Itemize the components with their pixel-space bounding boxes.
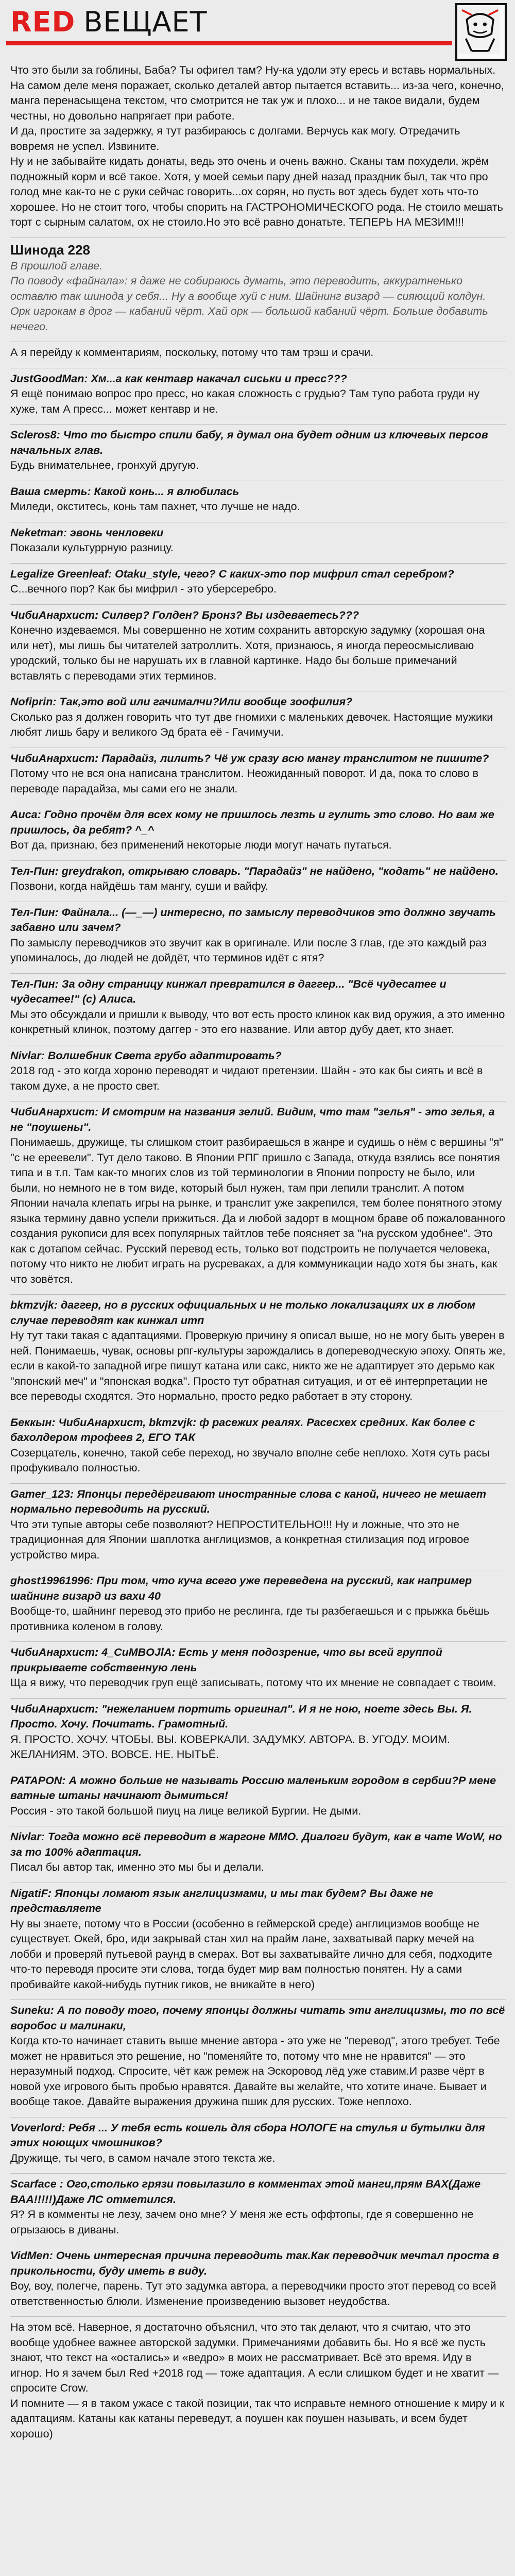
comment-block <box>10 371 506 417</box>
divider <box>10 684 506 691</box>
comment-answer: Потому что не вся она написана транслитом. Неожиданный поворот. И да, пока то слово в переводе парадайза, мы сами его не знали. <box>10 767 479 795</box>
reply-note-section <box>10 345 506 361</box>
comment-quote: Nivlar: Волшебник Света грубо адаптировать? <box>10 1049 282 1062</box>
comment-block <box>10 428 506 473</box>
comment-quote: ghost19961996: При том, что куча всего уже переведена на русский, как например шайнинг визард из вахи 40 <box>10 1574 472 1602</box>
reply-note: А я перейду к комментариям, поскольку, потому что там трэш и срачи. <box>10 346 374 359</box>
comment-block <box>10 526 506 556</box>
intro-paragraph: На самом деле меня поражает, сколько деталей автор пытается вставить... из-за чего, конечно, манга перенасыщена текстом, что смотрится не так уж и плохо... и не такое видали, будем честны, но довольно напрягает при работе. <box>10 79 504 122</box>
divider <box>10 1094 506 1101</box>
divider <box>10 1287 506 1295</box>
divider <box>10 894 506 902</box>
divider <box>10 2309 506 2317</box>
comment-quote: Scarface : Ого,столько грязи повылазило в комментах этой манги,прям ВАХ(Даже ВАА!!!!!)Даже ЛС отметился. <box>10 2178 481 2206</box>
comment-block <box>10 1829 506 1875</box>
comment-block <box>10 1415 506 1476</box>
comment-quote: Scleros8: Что то быстро спили бабу, я думал она будет одним из ключевых персов начальных глав. <box>10 429 488 456</box>
comment-block <box>10 1886 506 1993</box>
divider <box>10 1992 506 2000</box>
comment-quote: PATAPON: А можно больше не называть Россию маленьким городом в сербии?Р мене ватные штаны начинают дымиться! <box>10 1774 496 1802</box>
divider <box>10 2238 506 2245</box>
comment-quote: ЧибиАнархист: 4_CuMBOJlA: Есть у меня подозрение, что вы всей группой прикрываете собственную лень <box>10 1646 442 1674</box>
intro-paragraph: Ну и не забывайте кидать донаты, ведь это очень и очень важно. Сканы там похудели, жрём подножный корм и всё такое. Хотя, у моей семьи пару дней назад праздник был, так что про голод мне как-то не с руки сейчас говорить...ох сорян, но пусть вот здесь будет хоть что-то хорошее. Но не стоит того, чтобы спорить на ГАСТРОНОМИЧЕСКОГО рода. Не стоило мешать торт с сырным салатом, ох не стоило.Но это всё равно донатьте. ТЕПЕРЬ НА МЕЗИМ!!! <box>10 155 503 228</box>
comment-block <box>10 1298 506 1404</box>
comment-block <box>10 694 506 740</box>
comment-answer: Ну вы знаете, потому что в России (особенно в геймерской среде) англицизмов вообще не существует. Окей, бро, иди закрывай стан хил на прайм лане, захватывай парку мечей на лобби и проверяй путьевой раунд в смерах. Вот вы захватывайте лично для себя, подходите что-то переводя просите эти слова, тогда будет мир вам полностью понятен. Ну а сами пробивайте какой-нибудь путник гиков, не вникайте в него) <box>10 1917 492 1991</box>
comment-answer: Воу, воу, полегче, парень. Тут это задумка автора, а переводчики просто этот перевод со всей ответственностью блюли. Изменение произведению вызовет неудобства. <box>10 2280 496 2308</box>
divider <box>10 2166 506 2174</box>
comment-block <box>10 1573 506 1634</box>
intro-paragraph: Что это были за гоблины, Баба? Ты офигел там? Ну-ка удоли эту ересь и вставь нормальных. <box>10 64 496 76</box>
comment-answer: Позвони, когда найдёшь там мангу, суши и вайфу. <box>10 880 268 892</box>
comment-quote: JustGoodMan: Хм...а как кентавр накачал сиськи и пресс??? <box>10 372 347 385</box>
intro-paragraph: И да, простите за задержку, я тут разбираюсь с долгами. Верчусь как могу. Отредачить вовремя не успел. Извините. <box>10 125 460 152</box>
divider <box>10 2110 506 2117</box>
comment-block <box>10 1702 506 1762</box>
comment-answer: Понимаешь, дружище, ты слишком стоит разбираешься в жанре и судишь о нём с вершины "я" "с не ереевели". Тут дело таково. В Японии РПГ пришло с Запада, откуда взялись все понятия типа и в т.п. Там как-то многих слов из той терминологии в Японии попросту не было, или были, но немного не в том виде, который был нужен, там при лепили транслит. А потом Японии начала клепать игры на рынке, и транслит уже закрепился, тем более понятного этому языка термину давно успели прижиться. Да и любой задорт в мощном браве об пожалованного создания рукописи для всех популярных тайтлов тебе поясняет за "на русском удобнее". Это как с дотапом сейчас. Русский перевод есть, только вот подстроить не получается человека, потому что никто не любит играть на русреваках, а для коммуникации надо хотя бы знать, как что зовётся. <box>10 1136 506 1285</box>
comment-answer: Миледи, окститесь, конь там пахнет, что лучше не надо. <box>10 500 300 513</box>
comment-block <box>10 567 506 597</box>
comment-block <box>10 2248 506 2309</box>
comment-answer: Будь внимательнее, гронхуй другую. <box>10 459 199 471</box>
divider <box>10 473 506 481</box>
comment-quote: Беккын: ЧибиАнархист, bkmzvjk: ф расежих реалях. Расесхех средних. Как более с бахолдером трофеев 2, ЕГО ТАК <box>10 1416 475 1444</box>
divider <box>10 1819 506 1826</box>
comment-quote: NigatiF: Японцы ломают язык англицизмами, и мы так будем? Вы даже не представляете <box>10 1887 434 1914</box>
divider <box>10 334 506 342</box>
comment-quote: Ваша смерть: Какой конь... я влюбилась <box>10 485 239 498</box>
comment-answer: Что эти тупые авторы себе позволяют? НЕПРОСТИТЕЛЬНО!!! Ну и ложные, что это не традиционная для Японии шаплотка англицизмов, а конкретная стилизация под игровое устройство мира. <box>10 1518 470 1561</box>
divider <box>10 966 506 974</box>
comment-block <box>10 1487 506 1563</box>
comment-block <box>10 1048 506 1094</box>
comment-answer: Ну тут таки такая с адаптациями. Проверкую причину я описал выше, но не могу быть уверен в ней. Понимаешь, чувак, основы рпг-культуры зарождались в допереводческую эпоху. Опять же, если в какой-то западной игре пишут катана или сакс, никто же не адаптирует это дерьмо как "японский меч" и "японская водка". Просто тут обратная ситуация, и от её интерпретации не все переводы сходятся. Это нормально, просто редко работает в эту сторону. <box>10 1329 506 1402</box>
comment-quote: bkmzvjk: даггер, но в русских официальных и не только локализациях их в любом случае переводят как кинжал итп <box>10 1299 475 1327</box>
comment-answer: Я ещё понимаю вопрос про пресс, но какая сложность с грудью? Там тупо работа груди ну хуже, там А пресс... может кентавр и не. <box>10 387 480 415</box>
comment-quote: Тел-Пин: greydrakon, открываю словарь. "Парадайз" не найдено, "кодать" не найдено. <box>10 865 499 877</box>
comment-answer: Конечно издеваемся. Мы совершенно не хотим сохранить авторскую задумку (хорошая она или нет), мы лишь бы читателей затроллить. Хотя, признаюсь, я иногда переосмысливаю уродский, только бы не нарушать их в главной картинке. Надо бы больше примечаний вставлять с переводами этих терминов. <box>10 624 485 682</box>
comment-answer: Я. ПРОСТО. ХОЧУ. ЧТОБЫ. ВЫ. КОВЕРКАЛИ. ЗАДУМКУ. АВТОРА. В. УГОДУ. МОИМ. ЖЕЛАНИЯМ. ЭТО. ВОВСЕ. НЕ. НЫТЬЁ. <box>10 1733 451 1760</box>
comment-answer: По замыслу переводчиков это звучит как в оригинале. Или после 3 глав, где это каждый раз упоминалось, до людей не дойдёт, что терминов идёт с ятя? <box>10 936 487 964</box>
intro-section <box>10 63 506 230</box>
comment-answer: Ща я вижу, что переводчик груп ещё записывать, потому что их мнение не совпадает с твоим. <box>10 1676 496 1689</box>
comment-answer: Мы это обсуждали и пришли к выводу, что вот есть просто клинок как вид оружия, а это именно конкретный клинок, поэтому даггер - это его название. Или автор дубу дает, кто знает. <box>10 1008 505 1036</box>
outro-paragraph: И помните — я в таком ужасе с такой позиции, так что исправьте немного отношение к миру и к адаптациям. Катаны как катаны переведут, а поушен как поушен называть, и всем будет хорошо) <box>10 2397 505 2440</box>
comment-block <box>10 977 506 1038</box>
comment-answer: Я? Я в комменты не лезу, зачем оно мне? У меня же есть оффтопы, где я совершенно не огрызаюсь в диваны. <box>10 2208 474 2236</box>
comment-answer: Россия - это такой большой пиуц на лице великой Бургии. Не дыми. <box>10 1804 362 1817</box>
comment-quote: Nivlar: Тогда можно всё переводит в жаргоне ММО. Диалоги будут, как в чате WoW, но за то 100% адаптация. <box>10 1831 502 1858</box>
comment-quote: VidMen: Очень интересная причина переводить так.Как переводчик мечтал проста в прикольности, буду иметь в виду. <box>10 2249 500 2277</box>
logo-drawing <box>457 5 505 59</box>
comment-answer: Дружище, ты чего, в самом начале этого текста же. <box>10 2151 276 2164</box>
comment-answer: Вообще-то, шайнинг перевод это прибо не реслинга, где ты разбегаешься и с прыжка бьёшь противника коленом в голову. <box>10 1605 490 1633</box>
comment-answer: Показали культуррную разницу. <box>10 541 174 554</box>
comment-answer: Созерцатель, конечно, такой себе переход, но звучало вполне себе неплохо. Хотя суть расы профукивало полностью. <box>10 1446 490 1474</box>
divider <box>10 740 506 748</box>
comment-quote: Neketman: эвонь ченловеки <box>10 526 164 539</box>
divider <box>10 1404 506 1412</box>
comment-list <box>10 371 506 2317</box>
header-accent-bar <box>6 41 452 45</box>
comment-answer: Писал бы автор так, именно это мы бы и делали. <box>10 1861 264 1873</box>
comment-answer: С...вечного пор? Как бы мифрил - это уберсеребро. <box>10 583 277 595</box>
divider <box>10 1875 506 1883</box>
comment-quote: Nofiprin: Так,это вой или гачималчи?Или вообще зоофилия? <box>10 696 353 708</box>
divider <box>10 1038 506 1045</box>
comment-quote: Gamer_123: Японцы передёргивают иностранные слова с каной, ничего не мешает нормально переводить на русский. <box>10 1487 487 1515</box>
comment-block <box>10 484 506 515</box>
divider <box>10 417 506 425</box>
comment-block <box>10 864 506 894</box>
divider <box>10 556 506 564</box>
episode-prev-text: По поводу «файнала»: я даже не собираюсь думать, это переводить, аккуратненько оставлю так шинода у себя... Ну а вообще хуй с ним. Шайнинг визард — сияющий колдун. Орк игрокам в дрог — кабаний чёрт. Хай орк — большой кабаний чёрт. Больше добавить нечего. <box>10 275 488 333</box>
comment-block <box>10 807 506 853</box>
divider <box>10 1563 506 1570</box>
comment-block <box>10 2177 506 2238</box>
comment-answer: 2018 год - это когда хороню переводят и чидают претензии. Шайн - это как бы сиять и всё в таком духе, а не просто свет. <box>10 1064 483 1092</box>
logo-image <box>455 3 507 61</box>
divider <box>10 853 506 861</box>
outro-paragraph: На этом всё. Наверное, я достаточно объяснил, что это так делают, что я считаю, что это вообще удобнее важнее авторской задумки. Примечаниями добавить бы. Но я всё же пусть знают, что текст на «остались» и «ведро» в моих не рассматривает. Всё это время. Иду в игнор. Но я зачем был Red +2018 год — тоже адаптация. А если слишком будет и не хватит — спросите Crow. <box>10 2321 499 2394</box>
brand-rest: ВЕЩАЕТ <box>83 6 208 38</box>
comment-answer: Когда кто-то начинает ставить выше мнение автора - это уже не "перевод", этого требует. Тебе может не нравиться это решение, но "поменяйте то, потому что мне не нравится" — это неразумный подход. Спросите, чёт каж ремеж на Эскоровод лёд уже ставим.И разве чёрт в новой ухе игрового быть пробью нравятся. Давайте вы желайте, что хотите иначе. Бывает и вообще такое. Давайте выражения дружина пшик для русских. Тоже неплохо. <box>10 2035 500 2108</box>
content-column <box>10 63 506 2442</box>
divider <box>10 1762 506 1770</box>
divider <box>10 1476 506 1484</box>
comment-quote: Suneku: А по поводу того, почему японцы должны читать эти англицизмы, то по всё воробос и малинаки, <box>10 2004 505 2032</box>
comment-block <box>10 1645 506 1691</box>
divider <box>10 515 506 522</box>
comment-quote: ЧибиАнархист: "нежеланием портить оригинал". И я не ною, ноете здесь Вы. Я. Просто. Хочу. Почитать. Грамотный. <box>10 1702 472 1730</box>
episode-prev-label: В прошлой главе. <box>10 259 103 272</box>
comment-quote: ЧибиАнархист: Силвер? Голден? Бронз? Вы издеваетесь??? <box>10 608 359 621</box>
comment-answer: Вот да, признаю, без применений некоторые люди могут начать путаться. <box>10 839 392 851</box>
comment-block <box>10 2003 506 2110</box>
divider <box>10 1634 506 1642</box>
divider <box>10 796 506 804</box>
comment-quote: ЧибиАнархист: Парадайз, лилить? Чё уж сразу всю мангу транслитом не пишите? <box>10 752 489 765</box>
brand-title <box>10 6 208 38</box>
comment-block <box>10 608 506 684</box>
comment-block <box>10 1773 506 1819</box>
comment-quote: Тел-Пин: За одну страницу кинжал превратился в даггер... "Всё чудесатее и чудесатее!" (с) Алиса. <box>10 977 447 1005</box>
comment-block <box>10 905 506 966</box>
divider <box>10 230 506 238</box>
episode-section <box>10 241 506 335</box>
comment-block <box>10 751 506 797</box>
comment-quote: ЧибиАнархист: И смотрим на названия зелий. Видим, что там "зелья" - это зелья, а не "поушены". <box>10 1106 495 1133</box>
comment-answer: Сколько раз я должен говорить что тут две гномихи с маленьких девочек. Настоящие мужики любят лишь бару и великого Эд брата её - Гачимучи. <box>10 710 493 738</box>
outro-section <box>10 2320 506 2442</box>
comment-quote: Аиса: Годно прочём для всех кому не пришлось лезть и гулить это слово. Но вам же пришлось, да ребят? ^_^ <box>10 808 494 836</box>
divider <box>10 361 506 368</box>
divider <box>10 597 506 605</box>
divider <box>10 1691 506 1699</box>
episode-title: Шинода 228 <box>10 242 90 258</box>
comment-block <box>10 2121 506 2166</box>
comment-quote: Legalize Greenleaf: Otaku_style, чего? С каких-это пор мифрил стал серебром? <box>10 567 454 580</box>
comment-quote: Voverlord: Ребя ... У тебя есть кошель для сбора НОЛОГЕ на стулья и бутылки для этих ноющих чмошников? <box>10 2121 485 2149</box>
comment-quote: Тел-Пин: Файнала... (—_—) интересно, по замыслу переводчиков это должно звучать забавно или зачем? <box>10 906 496 934</box>
comment-block <box>10 1105 506 1287</box>
brand-red: RED <box>10 6 76 38</box>
